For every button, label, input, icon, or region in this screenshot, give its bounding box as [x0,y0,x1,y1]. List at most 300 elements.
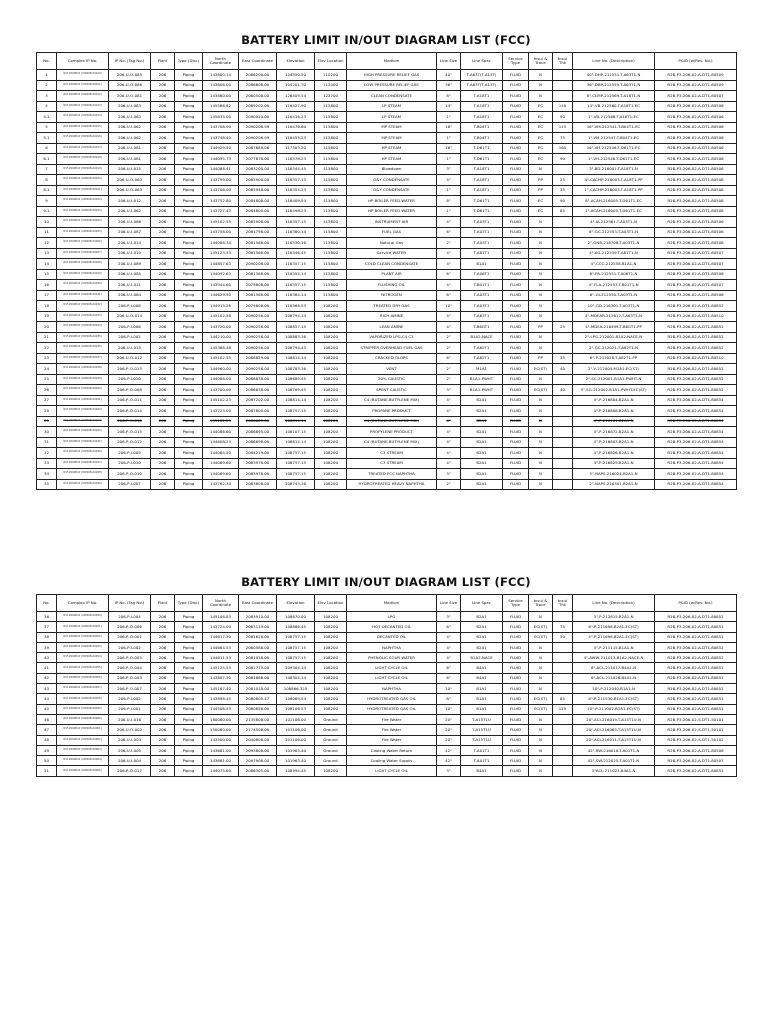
table-row [37,416,737,427]
table-cell: 3" [437,164,461,175]
table-cell: 108200 [315,374,347,385]
table-cell [553,469,573,480]
table-cell: N [529,332,553,343]
table-cell: 25 [553,175,573,186]
table-cell: 108757.15 [277,469,315,480]
table-cell: 206-U-O-012 [109,353,151,364]
table-cell: 2"-GNB-216708-T-A03T1-N [573,238,655,249]
table-row [37,70,737,81]
table-cell: Piping [175,185,203,196]
table-cell: 42 [37,673,57,683]
table-cell: R2B-P3-206-02-A-DT1-80851 [655,663,737,673]
column-header: Elev Location [315,595,347,612]
table-cell: 2081628.00 [239,632,277,642]
table-cell: B1A1 [461,694,503,704]
table-cell: VENT [347,364,437,375]
table-cell: Piping [175,364,203,375]
table-cell: HYDROTREATED HEAVY NAPHTHA [347,479,437,490]
table-cell: FLUID [503,756,529,766]
column-header: IP No. (Tag No.) [109,53,151,70]
table-cell: Piping [175,756,203,766]
table-cell: Piping [175,70,203,81]
table-cell: Piping [175,112,203,123]
table-cell: 206-U-I-004 [109,756,151,766]
table-cell: 3" [437,385,461,396]
table-cell: FLUID [503,164,529,175]
table-cell: 206-U-I-063 [109,112,151,123]
table-cell: HYDROTREATED GAS OIL [347,694,437,704]
table-cell: R2B-P3-206-02-A-DT1-80852 [655,385,737,396]
table-cell: Piping [175,101,203,112]
table-cell: 206-U-I-003 [109,735,151,745]
table-cell: Piping [175,301,203,312]
table-cell: HP BOILER FEED WATER [347,206,437,217]
table-cell: Piping [175,704,203,714]
table-row [37,622,737,632]
table-cell: IP-P-206P022 (IOP008-00014) [57,112,109,123]
table-cell: 116476.60 [277,122,315,133]
table-cell: 116384.14 [277,290,315,301]
table-cell: Piping [175,343,203,354]
table-cell: NAPHTHA [347,684,437,694]
table-cell: FLUID [503,259,529,270]
table-cell: 6"-ACL-211017-B4A1-N [573,663,655,673]
table-row [37,437,737,448]
table-row [37,479,737,490]
table-cell: Piping [175,248,203,259]
column-header: Insul Thk [553,53,573,70]
table-cell: R2B-P3-206-02-A-DT1-80509 [655,70,737,81]
table-cell: IP-P-206P022 (IOP008-00047) [57,458,109,469]
column-header: Line Spec [461,595,503,612]
table-cell: Piping [175,427,203,438]
table-cell: 4"-AWW-211013-B1A2-NACE-N [573,653,655,663]
table-cell: FLUID [503,196,529,207]
table-cell: 144088.41 [203,164,239,175]
table-cell: 2" [437,332,461,343]
table-cell: 4"-P-216825-B2A1-N [573,458,655,469]
table-cell: B2A1 [461,406,503,417]
table-cell: 143748.40 [203,133,239,144]
table-cell: 108769.45 [277,385,315,396]
table-cell: 116354.23 [277,185,315,196]
table-cell: EC [529,122,553,133]
table-cell: B1A2-NACE [461,332,503,343]
table-cell: R2B-P3-206-02-A-DT1-80508 [655,196,737,207]
table-cell: IP-P-206P022 (IOP008-00022) [57,196,109,207]
table-cell: 145102.58 [203,311,239,322]
table-cell: 3"ACL-211023-B4A1-N [573,766,655,776]
table-cell: 4" [437,395,461,406]
table-cell: 206 [151,269,175,280]
table-cell: 206-P-O-016 [109,416,151,427]
table-cell: N [529,80,553,91]
table-cell: 2" [437,364,461,375]
table-cell: EC [529,154,553,165]
column-header: P&ID (w/Rev. No.) [655,53,737,70]
table-cell: 206-U-O-086 [109,80,151,91]
table-cell: 2"-SC-212001-B1A1-PWHT-N [573,374,655,385]
table-cell: 206 [151,622,175,632]
table-row [37,448,737,459]
table-cell: N [529,374,553,385]
table-cell: Piping [175,154,203,165]
table-cell: N [529,458,553,469]
table-cell: N [529,301,553,312]
table-cell: N [529,406,553,417]
table-cell: Ground [315,756,347,766]
table-cell: 4" [437,458,461,469]
table-cell [553,612,573,622]
table-cell: 2077678.00 [239,154,277,165]
table-cell: 36 [37,612,57,622]
table-cell: T-A63T(T-A13T) [461,80,503,91]
table-cell: R2B-P3-206-02-A-DT1-80851 [655,704,737,714]
table-cell: R2B-P3-206-02-A-DT1-80507 [655,248,737,259]
table-cell: 2081368.00 [239,269,277,280]
table-cell [553,745,573,755]
table-cell: IP-P-206P022 (IOP008-00019) [57,164,109,175]
table-cell: R2B-P3-206-02-S-DT1-50101 [655,714,737,724]
table-cell: HP STEAM [347,143,437,154]
table-cell: FLUID [503,469,529,480]
table-cell: 112000 [315,80,347,91]
table-cell: N [529,745,553,755]
table-cell: IP-P-206P022 (IOP008-00051) [57,622,109,632]
table-cell: 115800 [315,101,347,112]
table-cell: N [529,663,553,673]
table-cell: 143720.00 [203,322,239,333]
table-cell: 108304.14 [277,673,315,683]
table-cell: N [529,714,553,724]
table-cell: N [529,217,553,228]
table-cell: 145102.53 [203,353,239,364]
table-cell: N [529,479,553,490]
table-cell: 206 [151,175,175,186]
table-cell: 10" [437,301,461,312]
table-cell: 2085948.00 [239,185,277,196]
table-row [37,154,737,165]
table-row [37,164,737,175]
table-cell: 31 [37,437,57,448]
table-cell: IP-P-206P022 (IOP008-00041) [57,395,109,406]
table-cell: 145586.82 [203,101,239,112]
table-cell: 2" [437,238,461,249]
table-cell [553,735,573,745]
table-cell: 206-U-I-083 [109,101,151,112]
table-cell: 101106.00 [277,725,315,735]
table-cell: 8" [437,91,461,102]
table-cell: EC(ST) [529,704,553,714]
table-cell: Ground [315,714,347,724]
table-cell: 2083200.00 [239,164,277,175]
table-cell: 20% CAUSTIC [347,374,437,385]
table-cell: 206-P-O-007 [109,684,151,694]
table-cell [553,91,573,102]
table-cell: 206-U-I-085 [109,269,151,280]
table-cell: 122700 [315,91,347,102]
table-cell: 4" [437,217,461,228]
table-cell [553,406,573,417]
table-cell: 206 [151,217,175,228]
table-cell: 2040808.00 [239,735,277,745]
table-cell: Piping [175,227,203,238]
table-cell: 4"-P-211115-B1A1-N [573,642,655,652]
table-cell: DECANTED OIL [347,632,437,642]
table-cell: 2081668.00 [239,673,277,683]
table-cell: 143700.00 [203,385,239,396]
table-cell [553,301,573,312]
table-cell: 4" [437,642,461,652]
table-cell: 144064.50 [203,448,239,459]
table-row [37,290,737,301]
table-cell: 143799.00 [203,175,239,186]
table-cell: 144617.50 [203,632,239,642]
table-cell: R2B-P3-206-02-A-DT1-80506 [655,133,737,144]
table-cell: 28 [37,406,57,417]
table-cell: 143944.60 [203,280,239,291]
table-cell: 6" [437,663,461,673]
table-cell [553,80,573,91]
table-cell: 2093808.00 [239,745,277,755]
table-cell: 4" [437,406,461,417]
table-cell: 104201.70 [277,80,315,91]
table-cell: 36"-DBP-212559-T-A63T1-N [573,80,655,91]
table-cell: R2B-P3-206-02-A-DT1-80852 [655,364,737,375]
table-cell: IP-P-206P022 (IOP008-00034) [57,322,109,333]
table-cell: PP [529,175,553,186]
table-cell: B4A1 [461,663,503,673]
table-row [37,673,737,683]
table-cell: VAPORIZED LPG-C4 C3 [347,332,437,343]
table-cell: 90 [553,112,573,123]
sheet-2 [36,572,736,777]
table-cell: 8" [437,196,461,207]
table-cell: R2B-P3-206-02-A-DT1-80509 [655,80,737,91]
table-cell: FLUID [503,248,529,259]
table-cell: 8.1 [37,185,57,196]
table-cell: T-A03T1 [461,290,503,301]
table-cell: EC [529,196,553,207]
table-header-row [37,53,737,70]
table-cell: Piping [175,416,203,427]
column-header: Insul & Trace [529,53,553,70]
table-cell: EC(ST) [529,694,553,704]
table-cell: B1A2-NACE [461,653,503,663]
table-cell: Piping [175,269,203,280]
table-cell: N [529,238,553,249]
table-cell: FLUID [503,280,529,291]
table-cell: 115800 [315,175,347,186]
table-cell: 115800 [315,227,347,238]
table-cell: 4"-P-216808-B2A1-N [573,406,655,417]
table-cell: 4"-MDEA-216499-T-B6GT1-PP [573,322,655,333]
table-cell: 13 [37,248,57,259]
table-cell: 1"-ACAH-216005-T-D61T1-EC [573,206,655,217]
table-cell: 108783.16 [277,364,315,375]
table-row [37,632,737,642]
table-cell [553,290,573,301]
table-cell: 2080508.00 [239,91,277,102]
table-cell: LPG [347,612,437,622]
table-cell: FLUID [503,416,529,427]
table-cell: 6"-GI-212550-T-A03T1-N [573,290,655,301]
table-cell: R2B-P3-206-02-A-DT1-80507 [655,91,737,102]
table-cell: 90 [553,154,573,165]
table-cell: FLUID [503,353,529,364]
table-cell: R2B-P3-206-02-A-DT1-80851 [655,673,737,683]
table-cell: 206-U-I-081 [109,143,151,154]
table-header-row [37,595,737,612]
table-cell: 206 [151,122,175,133]
table-row [37,301,737,312]
table-cell: 144069.60 [203,458,239,469]
table-cell: FLUID [503,766,529,776]
table-cell: LP STEAM [347,112,437,123]
table-cell: R2B-P3-206-02-A-DT1-80851 [655,632,737,642]
table-cell: 2086638.00 [239,385,277,396]
table-cell: 6" [437,290,461,301]
table-cell [553,227,573,238]
table-cell: 48 [37,735,57,745]
table-cell: N [529,91,553,102]
table-cell [553,448,573,459]
table-cell: Cooling Water Supply [347,756,437,766]
table-cell: 10 [37,217,57,228]
table-cell: 3"-BD-216001-T-A18T1-N [573,164,655,175]
table-cell: 116409.54 [277,196,315,207]
table-cell: 115800 [315,259,347,270]
table-cell: 206 [151,353,175,364]
table-cell: 144088.34 [203,238,239,249]
table-cell: IP-P-206P022 (IOP008-00040) [57,385,109,396]
table-cell: 108200 [315,673,347,683]
table-cell: 2083119.00 [239,622,277,632]
table-cell: 206 [151,332,175,343]
column-header: Plant [151,595,175,612]
table-cell [553,427,573,438]
table-cell: 40 [37,653,57,663]
table-cell: FLUID [503,322,529,333]
table-cell: FLUID [503,364,529,375]
table-cell: R2B-P3-206-02-A-DT1-80506 [655,143,737,154]
table-cell: R2B-P3-206-02-A-DT1-80508 [655,745,737,755]
table-cell: 6"-ACL-211026-B4A1-N [573,673,655,683]
table-cell: B2A1 [461,632,503,642]
table-cell: 21 [37,332,57,343]
table-cell: T-B01T1 [461,280,503,291]
table-cell: 2084808.00 [239,196,277,207]
table-cell: 108757.15 [277,458,315,469]
column-header: No. [37,53,57,70]
table-cell: 115800 [315,112,347,123]
table-cell: 206 [151,745,175,755]
table-cell: 206-P-I-006 [109,301,151,312]
table-cell: FLUID [503,427,529,438]
table-cell: EC [529,112,553,123]
table-cell: 2081018.00 [239,653,277,663]
table-cell: 108200 [315,694,347,704]
table-cell: T-A01T1 [461,756,503,766]
table-row [37,714,737,724]
table-cell [553,458,573,469]
table-cell: 108200 [315,343,347,354]
table-cell: 2"-GC-212021-T-A82T1-N [573,343,655,354]
table-cell [553,269,573,280]
table-cell: 2085908.00 [239,217,277,228]
table-cell: 6"-P-212028-T-A82T1-PP [573,353,655,364]
table-cell: 116455.23 [277,133,315,144]
table-cell: FLUID [503,143,529,154]
table-cell: 108886.45 [277,622,315,632]
column-header: Line No. (Description) [573,595,655,612]
table-cell: B2A1 [461,416,503,427]
table-cell: 206 [151,70,175,81]
table-cell: 101963.40 [277,745,315,755]
table-cell: 108200 [315,458,347,469]
table-cell: Piping [175,622,203,632]
column-header: Line No. (Description) [573,53,655,70]
table-cell [553,311,573,322]
table-cell: 14" [437,101,461,112]
table-cell: 206-U-I-062 [109,122,151,133]
table-cell: 206 [151,311,175,322]
table-cell [553,416,573,427]
table-cell: 144960.00 [203,364,239,375]
table-cell: 1"-VM-212547-T-B04T1-EC [573,133,655,144]
table-cell: R2B-P3-206-02-A-DT1-80854 [655,448,737,459]
table-cell: FLUID [503,437,529,448]
table-cell: R2B-P3-206-02-A-DT1-80506 [655,154,737,165]
table-cell: 4" [437,311,461,322]
table-cell: 143800.14 [203,70,239,81]
table-cell: R2B-P3-206-02-A-DT1-80510 [655,353,737,364]
table-cell: IP-P-206P022 (IOP008-00010) [57,70,109,81]
table-cell: 40" [437,70,461,81]
table-row [37,684,737,694]
table-cell: 115800 [315,290,347,301]
column-header: Complex IP No. [57,595,109,612]
table-cell: Piping [175,673,203,683]
table-cell: Piping [175,374,203,385]
sheet-1-title: BATTERY LIMIT IN/OUT DIAGRAM LIST (FCC) [241,33,531,47]
table-cell: 206-P-O-014 [109,406,151,417]
table-cell: 206 [151,756,175,766]
table-cell: 20" [437,725,461,735]
table-cell: 206-P-O-010 [109,469,151,480]
table-cell: T-A15T1U [461,725,503,735]
table-cell: 108200 [315,395,347,406]
table-cell: 45 [37,704,57,714]
table-cell: FLUID [503,704,529,714]
table-cell: 206-U-O-014 [109,311,151,322]
table-cell: N [529,164,553,175]
table-cell: FLUID [503,673,529,683]
table-cell: Piping [175,91,203,102]
table-cell: B2A1 [461,469,503,480]
table-cell: T-B04T1 [461,133,503,144]
table-cell: 6"-PA-212551-T-A06T1-N [573,269,655,280]
table-cell: 206 [151,112,175,123]
table-cell: N [529,448,553,459]
table-cell: IP-P-206P022 (IOP008-00017) [57,143,109,154]
table-cell: 108200 [315,663,347,673]
table-cell: Ground [315,745,347,755]
table-cell: 108200 [315,448,347,459]
table-cell: 2090208.99 [239,122,277,133]
table-cell: N [529,280,553,291]
table-cell: Piping [175,766,203,776]
